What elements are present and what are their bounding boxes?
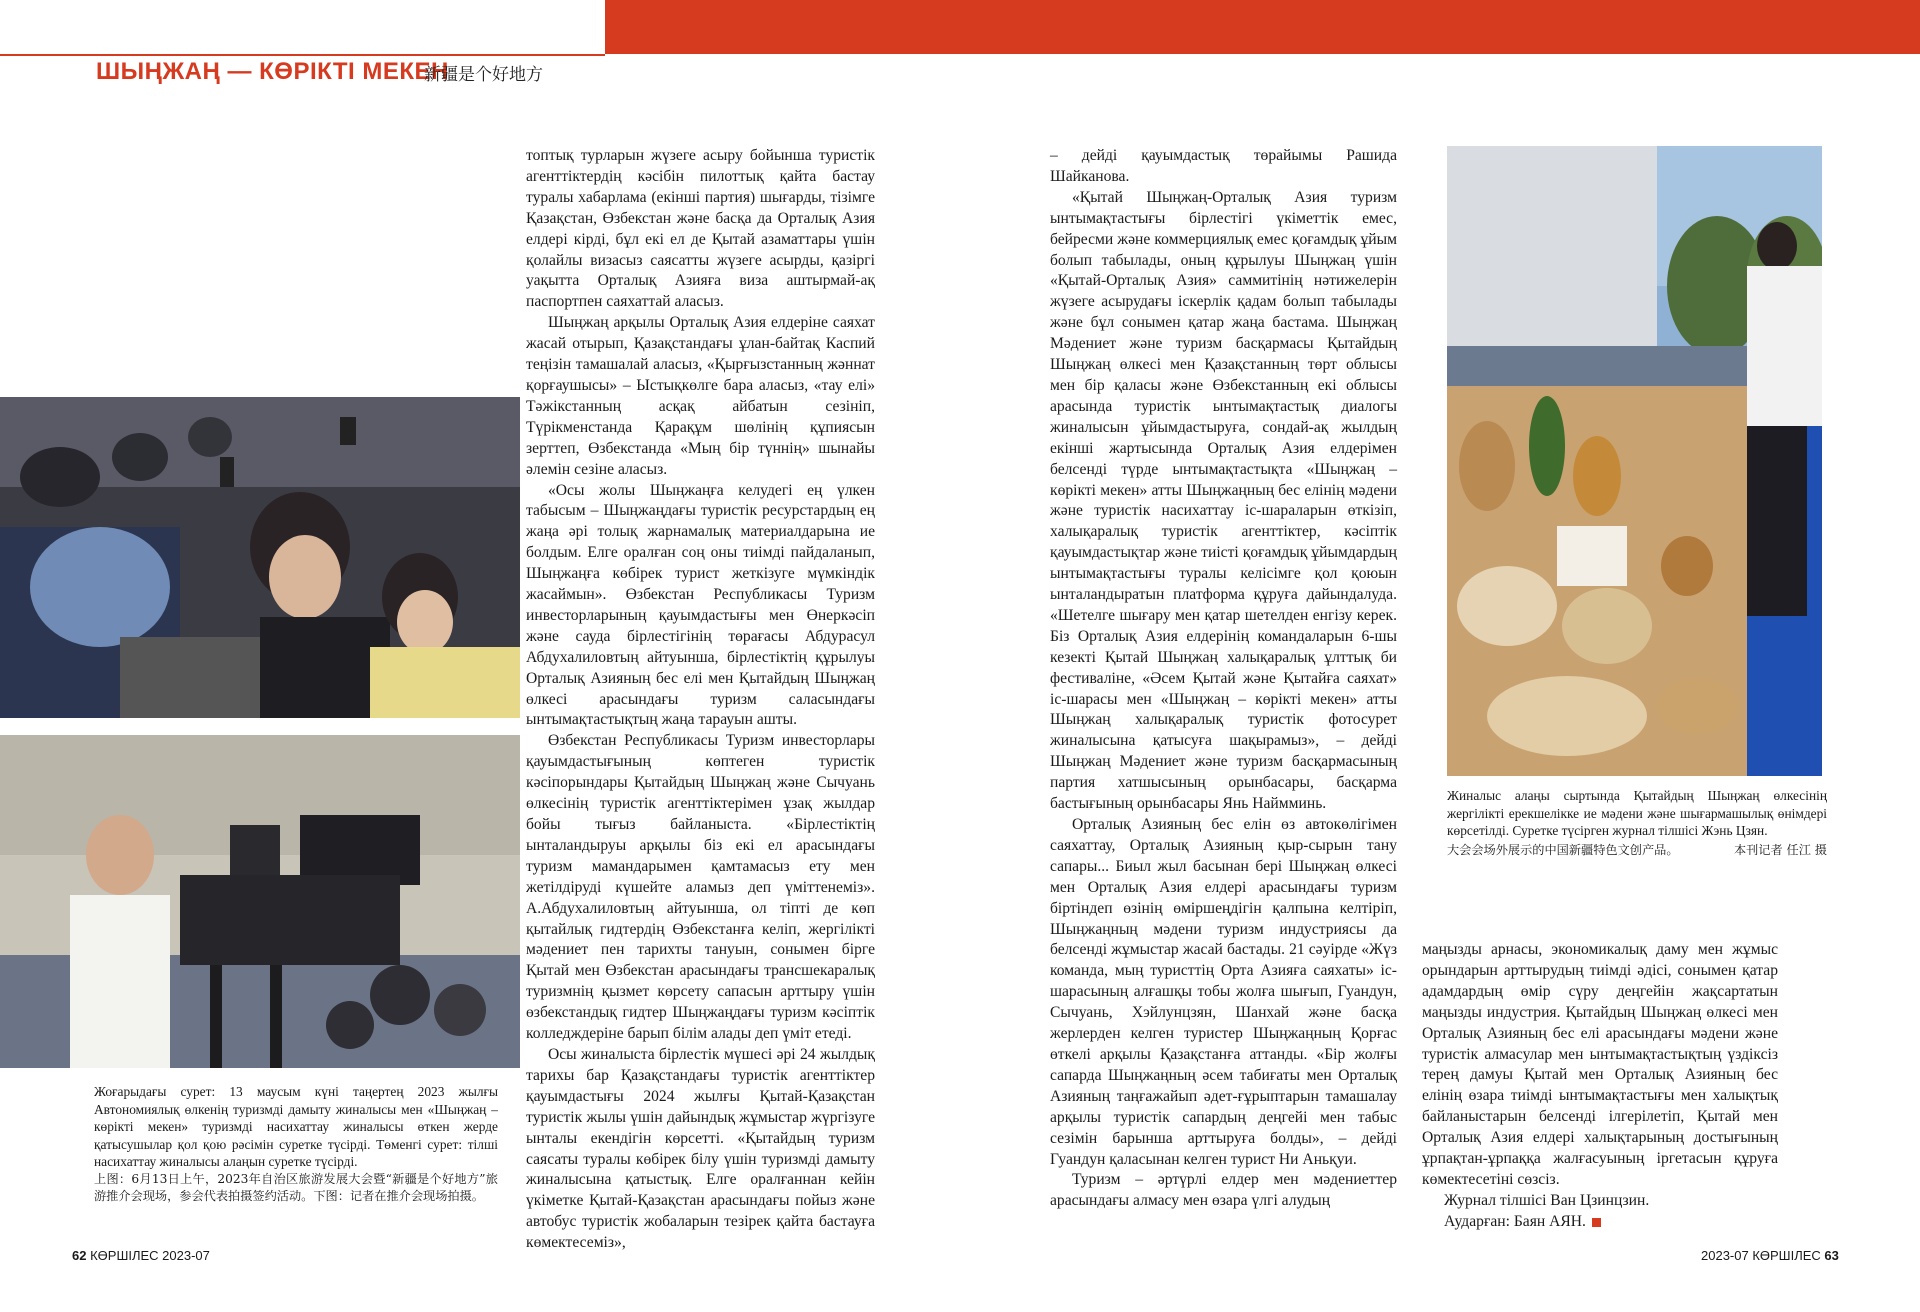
caption-left: [94, 1083, 498, 1205]
caption-right-cn-row: [1447, 842, 1827, 860]
paragraph: Өзбекстан Республикасы Туризм инвесторлары қауымдастығының көптеген туристік кәсіпорындары Қытайдың Шыңжаң және Сычуань өлкесінің туристік агенттіктерімен ұзақ жылдар бойы тығыз байланыста. «Бірлестіктің ынталандыруы арқылы біз екі ел арасындағы туризм мамандарымен қамтамасыз ету мен жетілдіруді күшейте аламыз деп үміттенеміз». А.Абдухалиловтың айтуынша, ол тіпті де көп қытайлық гидтердің Өзбекстанға келіп, жергілікті мәдениет пен тарихты тануын, сонымен бірге Қытай мен Өзбекстан арасындағы трансшекаралық туризмнің қызмет көрсету сапасын арттыру үшін өзбекстандық гидтер Шыңжаңдағы туризм кәсіптік колледждеріне барып білім алады деп үміт етеді.: [526, 732, 875, 1043]
page-number-right: 63: [1824, 1248, 1839, 1263]
paragraph: маңызды арнасы, экономикалық даму мен жұмыс орындарын арттырудың тиімді әдісі, сонымен қатар адамдардың өмір сүру деңгейін жақсартатын маңызды индустрия. Қытайдың Шыңжаң өлкесі мен Орталық Азияның бес елі арасындағы мәдени және туристік алмасулар мен ынтымақтастықтың үздіксіз терең дамуы Қытай мен Орталық Азияның бес елінің өзара тиімді ынтымақтастығы мен халықтық байланыстарын белсенді ілгерілетіп, Қытай мен Орталық Азия елдері халықтарының достығының ұрпақтан-ұрпаққа жалғасуының іргетасын құруға көмектесетіні сөзсіз.: [1422, 941, 1778, 1188]
photo-handicrafts: [1447, 146, 1822, 776]
translator-line: [1422, 1212, 1778, 1233]
folio-left: [72, 1248, 210, 1263]
paragraph: «Осы жолы Шыңжаңға келудегі ең үлкен табысым – Шыңжаңдағы туристік ресурстардың ең жаңа әрі толық жарнамалық материалдарына ие болдым. Елге оралған соң оны тиімді пайдаланып, Шыңжаңға көбірек турист жеткізуге мүмкіндік жасаймын». Өзбекстан Республикасы Туризм инвесторларының қауымдастығы мен Өнеркәсіп және сауда бірлестігінің төрағасы Абдурасул Абдухалиловтың айтуынша, бірлестіктің құрылуы Орталық Азияның бес елі мен Қытайдың Шыңжаң өлкесі арасындағы туризм саласындағы ынтымақтастықтың жаңа тарауын ашты.: [526, 481, 875, 729]
translator-text: Аударған: Баян АЯН.: [1444, 1212, 1586, 1230]
section-title-cn: 新疆是个好地方: [424, 65, 543, 85]
caption-right: [1447, 787, 1827, 859]
paragraph: – дейді қауымдастық төрайымы Рашида Шайканова.: [1050, 147, 1397, 185]
section-title: ШЫҢЖАҢ — КӨРІКТІ МЕКЕН: [96, 58, 449, 85]
article-column-2: [1050, 146, 1397, 1212]
paragraph: Туризм – әртүрлі елдер мен мәдениеттер арасындағы алмасу мен өзара үлгі алудың: [1050, 1171, 1397, 1210]
caption-left-cn: 上图：6月13日上午，2023年自治区旅游发展大会暨“新疆是个好地方”旅游推介会现场，参会代表拍摄签约活动。下图：记者在推介会现场拍摄。: [94, 1171, 498, 1203]
paragraph: «Қытай Шыңжаң-Орталық Азия туризм ынтымақтастығы бірлестігі үкіметтік емес, бейресми және коммерциялық емес қоғамдық ұйым болып табылады, оның құрылуы Шыңжаң үшін «Қытай-Орталық Азия» саммитінің нәтижелерін жүзеге асырудағы іскерлік қадам болып табылады және бұл сонымен қатар жаңа бастама. Шыңжаң Мәдениет және туризм басқармасы Қытайдың Шыңжаң өлкесі мен Қазақстанның төрт облысы мен бір қаласы және Өзбекстанның екі облысы арасында туристік ынтымақтастық диалогы жиналысын ұйымдастыруға, сондай-ақ жылдың екінші жартысында Орталық Азия елдерімен белсенді түрде ынтымақтастықта «Шыңжаң – көрікті мекен» атты Шыңжаңның бес елінің мәдени және туристік насихаттау іс-шараларын өткізіп, халықаралық туристік агенттіктер, кәсіптік қауымдастықтар және тиісті қоғамдық ұйымдардың ынтымақтастығы туралы келісімге қол қоюын ынталандыратын платформа құруға дайындалуда. «Шетелге шығару мен қатар шетелден енгізу керек. Біз Орталық Азия елдерінің командаларын 6-шы кезекті Қытай Шыңжаң халықаралық ұлттық би фестиваліне, «Әсем Қытай және Қытайға саяхат» іс-шарасы мен «Шыңжаң – көрікті мекен» атты Шыңжаң халықаралық туристік фотосурет жиналысына қатысуға шақырамыз», – дейді Шыңжаң Мәдениет және туризм басқармасының партия хатшысының орынбасары, басқарма бастығының орынбасары Янь Наймминь.: [1050, 188, 1397, 813]
photo-audience: [0, 397, 520, 718]
photo-cameraman: [0, 735, 520, 1068]
article-column-3: [1422, 940, 1778, 1233]
page-number-left: 62: [72, 1248, 87, 1263]
author-line: Журнал тілшісі Ван Цзинцзин.: [1444, 1191, 1650, 1209]
caption-right-cn: 大会会场外展示的中国新疆特色文创产品。: [1447, 842, 1679, 857]
folio-right-text: 2023-07 КӨРШІЛЕС: [1701, 1248, 1821, 1263]
paragraph: топтық турларын жүзеге асыру бойынша туристік агенттіктердің кәсібін пилоттық қайта бастау туралы хабарлама (екінші партия) шығарды, тізімге Қазақстан, Өзбекстан және басқа да Орталық Азия елдері кірді, бұл екі ел де Қытай азаматтары үшін қолайлы визасыз саясатты жүзеге асырды, қазіргі уақытта Орталық Азияға виза аштырмай-ақ паспортпен саяхаттай аласыз.: [526, 147, 875, 311]
header-rule: [0, 54, 605, 56]
paragraph: Орталық Азияның бес елін өз автокөлігімен саяхаттау, Орталық Азияның қыр-сырын тану сапары... Биыл жыл басынан бері Шыңжаң өлкесі мен Орталық Азия елдері арасындағы туризм біртіндеп өзінің өміршеңдігін қалпына келтіріп, Шыңжаңның мәдени туризм индустриясы да белсенді жұмыстар жасай бастады. 21 сәуірде «Жүз команда, мың туристтің Орта Азияға саяхаты» іс-шарасының алғашқы тобы жолға шығып, Гуандун, Сычуань, Хэйлунцзян, Шанхай және басқа жерлерден келген туристер Шыңжаңның Қорғас өткелі арқылы Қазақстанға аттанды. «Бір жолғы сапарда Шыңжаңның әсем табиғаты мен Орталық Азияның таңғажайып әдет-ғұрыптарын тамашалау арқылы туристік сапардың деңгейі мен табыс сезімін барынша арттыруға болды», – дейді Гуандун қаласынан келген турист Ни Аньқуи.: [1050, 816, 1397, 1168]
folio-right: [1701, 1248, 1839, 1263]
caption-right-kz: Жиналыс алаңы сыртында Қытайдың Шыңжаң өлкесінің жергілікті ерекшелікке ие мәдени және шығармашылық өнімдері көрсетілді. Суретке түсірген журнал тілшісі Жэнь Цзян.: [1447, 788, 1827, 838]
photo-credit-cn: 本刊记者 任江 摄: [1733, 842, 1827, 857]
paragraph: Осы жиналыста бірлестік мүшесі әрі 24 жылдық тарихы бар Қазақстандағы туристік агенттіктер қауымдастығы 2024 жылғы Қытай-Қазақстан туристік жылы үшін дайындық жұмыстар жүргізуге ынталы екендігін көрсетті. «Қытайдың туризм саясаты туралы көбірек білу үшін туризмді дамыту жиналысына қатыстық. Елге оралғаннан кейін үкіметке Қытай-Қазақстан арасындағы пойыз және автобус туристік жобаларын тезірек қайта бастауға көмектесеміз»,: [526, 1045, 875, 1252]
article-column-1: [526, 146, 875, 1254]
folio-left-text: КӨРШІЛЕС 2023-07: [90, 1248, 210, 1263]
paragraph: Шыңжаң арқылы Орталық Азия елдеріне саяхат жасай отырып, Қазақстандағы ұлан-байтақ Каспий теңізін тамашалай аласыз, «Қырғызстанның жәннат қорғаушысы» – Ыстықкөлге бара аласыз, «тау елі» Тәжікстанның асқақ айбатын сезініп, Түрікменстанда Қарақұм шөлінің құпиясын зерттеп, Өзбекстанда «Мың бір түннің» шынайы әлемін сезіне аласыз.: [526, 314, 875, 478]
end-mark-icon: [1592, 1218, 1601, 1227]
header-red-bar: [605, 0, 1920, 54]
caption-left-kz: Жоғарыдағы сурет: 13 маусым күні таңертең 2023 жылғы Автономиялық өлкенің туризмді дамыту жиналысы мен «Шыңжаң – көрікті мекен» туризмді насихаттау жиналысы өткен жерде қатысушылар қол қою рәсімін суретке түсірді. Төменгі сурет: тілші насихаттау жиналысы алаңын суретке түсірді.: [94, 1084, 498, 1169]
